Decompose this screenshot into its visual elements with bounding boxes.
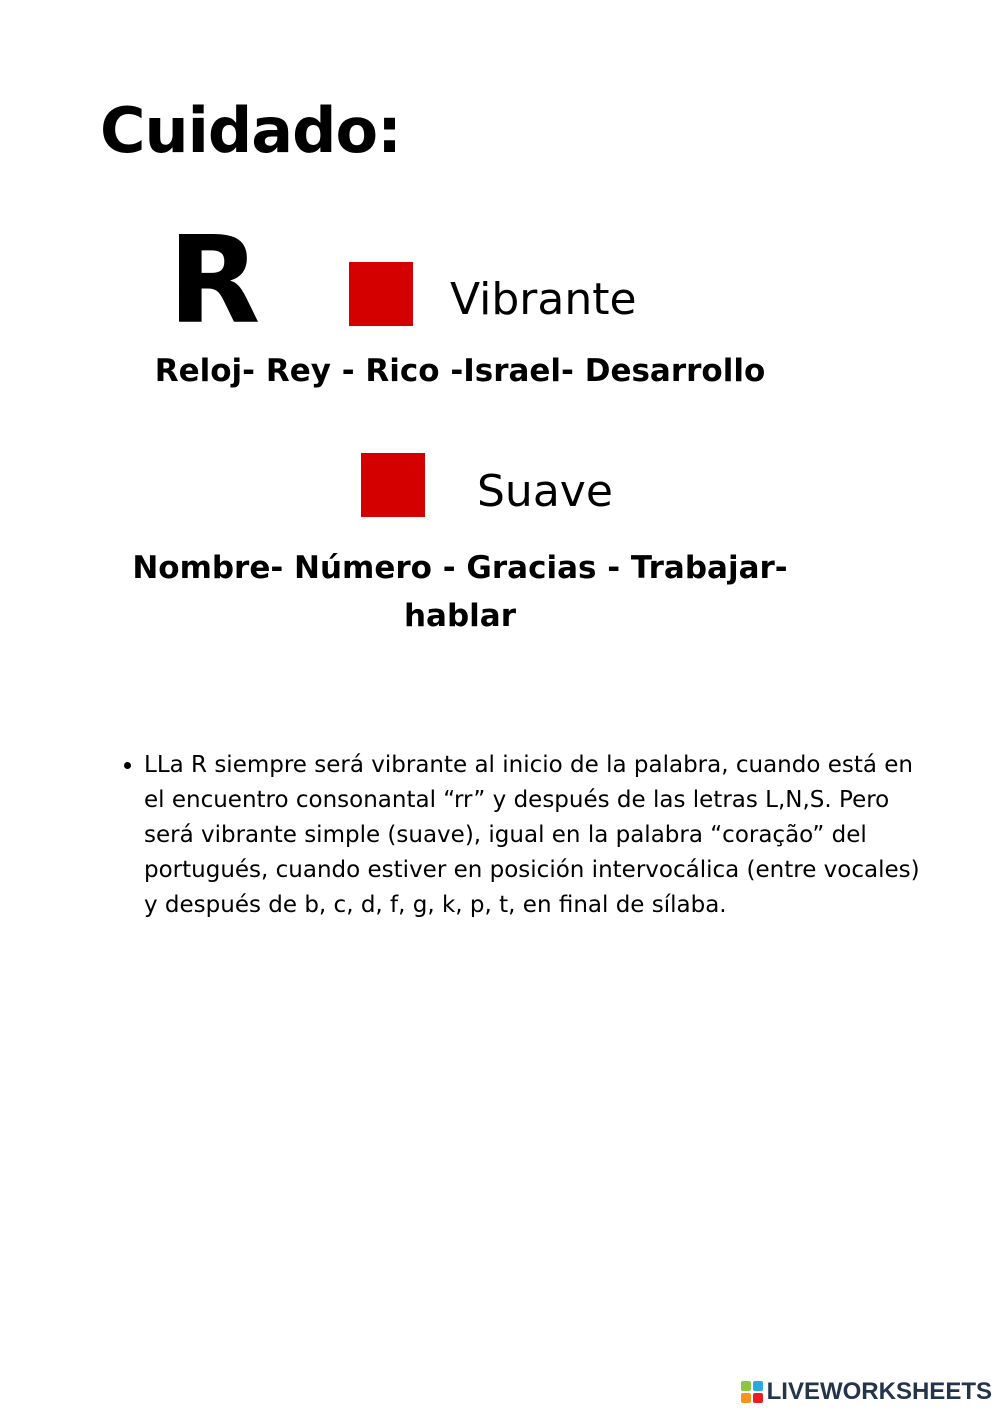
logo-text: LIVEWORKSHEETS	[766, 1378, 992, 1405]
suave-label: Suave	[477, 466, 613, 517]
suave-color-square	[361, 453, 425, 517]
logo-tile	[753, 1381, 763, 1391]
page-title: Cuidado:	[100, 94, 401, 167]
list-item: • LLa R siempre será vibrante al inicio de la palabra, cuando está en el encuentro consonantal “rr” y después de las letras L,N,S. Pero será vibrante simple (suave), igual en la palabra “coração” del portugués, cuando estiver en posición intervocálica (entre vocales) y después de b, c, d, f, g, k, p, t, en final de sílaba.	[144, 748, 934, 923]
rules-list	[114, 748, 934, 923]
liveworksheets-logo-icon	[741, 1381, 763, 1403]
logo-tile	[741, 1381, 751, 1391]
logo-tile	[753, 1393, 763, 1403]
liveworksheets-logo	[741, 1378, 992, 1406]
vibrante-examples: Reloj- Rey - Rico -Israel- Desarrollo	[154, 353, 766, 389]
logo-tile	[741, 1393, 751, 1403]
vibrante-color-square	[349, 262, 413, 326]
suave-examples: Nombre- Número - Gracias - Trabajar- hablar	[132, 550, 788, 635]
letter-r: R	[168, 212, 261, 351]
vibrante-label: Vibrante	[450, 274, 637, 325]
